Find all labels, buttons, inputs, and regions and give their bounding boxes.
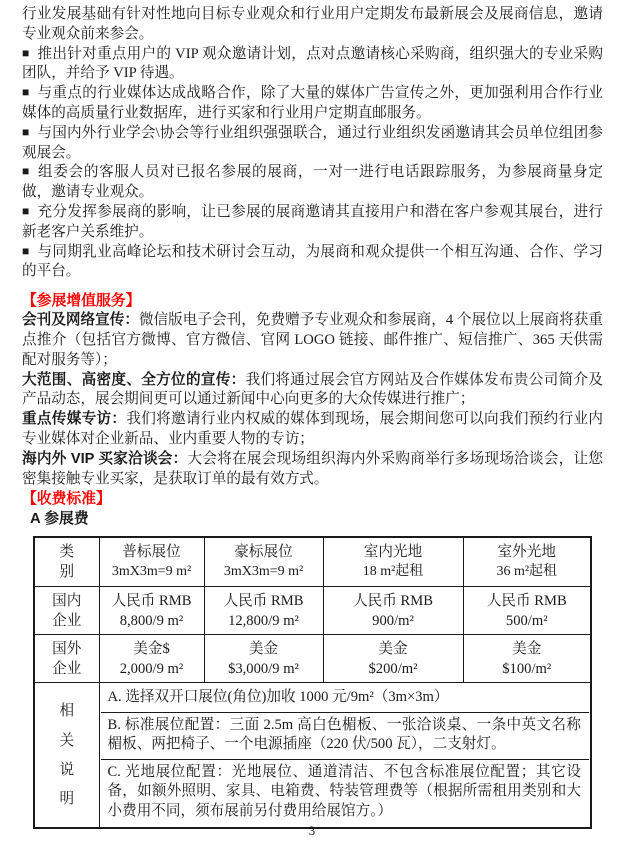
header-cell-indoor-space: 室内光地 18 m²起租 (323, 537, 463, 587)
service-paragraph-media-interview (22, 410, 603, 450)
price-cell: 人民币 RMB 8,800/9 m² (99, 587, 204, 635)
bullet-item-1 (22, 45, 603, 85)
note-corner-booth: A. 选择双开口展位(角位)加收 1000 元/9m²（3m×3m） (107, 689, 449, 706)
intro-paragraph: 行业发展基础有针对性地向目标专业观众和行业用户定期发布最新展会及展商信息，邀请专业观众前来参会。 (22, 6, 603, 42)
bullet-text: 推出针对重点用户的 VIP 观众邀请计划，点对点邀请核心采购商，组织强大的专业采购团队，并给予 VIP 待遇。 (22, 45, 603, 82)
price-cell: 美金 $100/m² (463, 635, 591, 683)
service-paragraph-publicity (22, 371, 603, 411)
service-paragraph-ejournal (22, 311, 603, 370)
price-cell: 美金 $3,000/9 m² (204, 635, 323, 683)
service-paragraph-vip-buyers (22, 450, 603, 490)
header-cell-outdoor-space: 室外光地 36 m²起租 (463, 537, 591, 587)
section-heading-value-added-services: 【参展增值服务】 (22, 293, 141, 310)
square-bullet-icon: ■ (22, 203, 30, 218)
price-cell: 人民币 RMB 500/m² (463, 587, 591, 635)
header-cell-deluxe-booth: 豪标展位 3mX3m=9 m² (204, 537, 323, 587)
bullet-text: 与重点的行业媒体达成战略合作，除了大量的媒体广告宣传之外，更加强利用合作行业媒体的高质量行业数据库，进行买家和行业用户定期直邮服务。 (22, 85, 603, 121)
bullet-text: 充分发挥参展商的影响，让已参展的展商邀请其直接用户和潜在客户参观其展台，进行新老客户关系维护。 (22, 203, 603, 240)
service-lead: 重点传媒专访： (22, 411, 127, 428)
square-bullet-icon: ■ (22, 164, 30, 179)
table-row-foreign (34, 635, 591, 683)
note-standard-booth-config: B. 标准展位配置：三面 2.5m 高白色楣板、一张洽谈桌、一条中英文名称楣板、两把椅子、一个电源插座（220 伏/500 瓦），二支射灯。 (101, 712, 590, 759)
bullet-item-2 (22, 84, 603, 124)
service-lead: 海内外 VIP 买家洽谈会： (22, 450, 188, 467)
service-lead: 会刊及网络宣传： (22, 312, 139, 329)
price-cell: 美金 $200/m² (323, 635, 463, 683)
service-text: 我们将邀请行业内权威的媒体到现场，展会期间您可以向我们预约行业内专业媒体对企业新品、业内重要人物的专访； (22, 411, 603, 447)
square-bullet-icon: ■ (22, 243, 30, 258)
row-label-domestic: 国内 企业 (34, 587, 99, 635)
bullet-item-6 (22, 243, 603, 283)
bullet-text: 与同期乳业高峰论坛和技术研讨会互动，为展商和观众提供一个相互沟通、合作、学习的平台。 (22, 243, 603, 280)
service-text: 我们将通过展会官方网站及合作媒体发布贵公司简介及产品动态，展会期间更可以通过新闻中心向更多的大众传媒进行推广； (22, 371, 603, 408)
notes-row-label: 相 关 说 明 (34, 683, 99, 829)
square-bullet-icon: ■ (22, 85, 30, 100)
table-row-domestic (34, 587, 591, 635)
bullet-text: 组委会的客服人员对已报名参展的展商，一对一进行电话跟踪服务，为参展商量身定做，邀请专业观众。 (22, 164, 603, 201)
bullet-item-4 (22, 163, 603, 203)
header-cell-standard-booth: 普标展位 3mX3m=9 m² (99, 537, 204, 587)
price-cell: 人民币 RMB 900/m² (323, 587, 463, 635)
table-row-notes (34, 683, 591, 829)
square-bullet-icon: ■ (22, 45, 30, 60)
page-number: 3 (308, 824, 316, 838)
note-raw-space-config: C. 光地展位配置：光地展位、通道清洁、不包含标准展位配置；其它设备，如额外照明、家具、电箱费、特装管理费等（根据所需租用类别和大小费用不同，须布展前另付费用给展馆方。） (101, 759, 590, 826)
bullet-text: 与国内外行业学会\协会等行业组织强强联合，通过行业组织发函邀请其会员单位组团参观展会。 (22, 124, 604, 161)
service-text: 大会将在展会现场组织海内外采购商举行多场现场洽谈会，让您密集接触专业买家，是获取订单的最有效方式。 (22, 450, 603, 487)
section-heading-fee-standard: 【收费标准】 (22, 491, 111, 508)
notes-cell (99, 683, 591, 829)
price-cell: 美金$ 2,000/9 m² (99, 635, 204, 683)
fee-table (33, 536, 592, 829)
header-cell-category: 类 别 (34, 537, 99, 587)
price-cell: 人民币 RMB 12,800/9 m² (204, 587, 323, 635)
bullet-item-5 (22, 203, 603, 243)
service-text: 微信版电子会刊，免费赠予专业观众和参展商，4 个展位以上展商将获重点推介（包括官方微博、官方微信、官网 LOGO 链接、邮件推广、短信推广、365 天供需配对服务等）； (22, 312, 603, 368)
square-bullet-icon: ■ (22, 124, 30, 139)
fee-table-container (33, 536, 603, 829)
table-header-row (34, 537, 591, 587)
fees-subheading-exhibition-fee: A 参展费 (30, 511, 89, 528)
bullet-item-3 (22, 124, 603, 164)
service-lead: 大范围、高密度、全方位的宣传： (22, 371, 246, 388)
row-label-foreign: 国外 企业 (34, 635, 99, 683)
